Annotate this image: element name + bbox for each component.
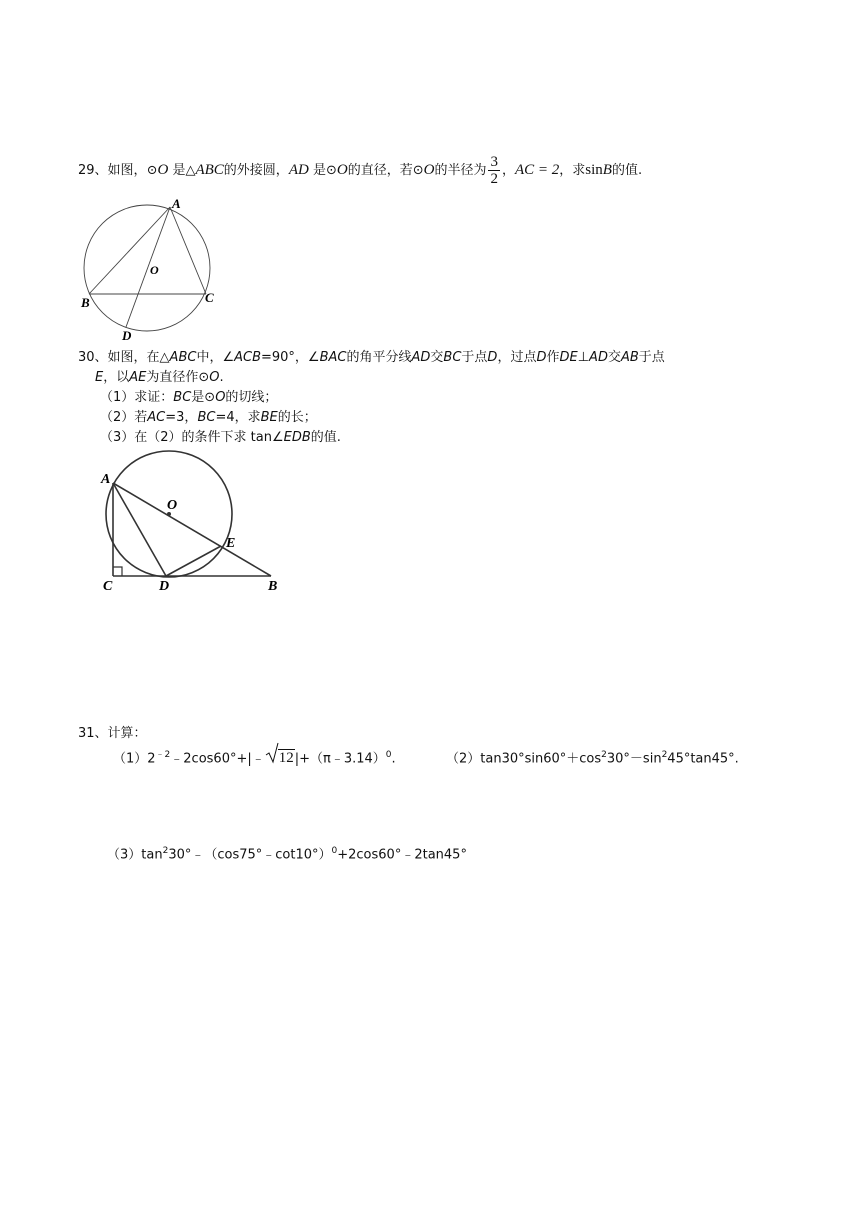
q29-label-b: B (81, 295, 90, 310)
q31-heading: 31、计算： (78, 726, 147, 741)
q29-label-d: D (122, 328, 132, 343)
q31-part2: $(2)\tan 30^\circ\sin 60^\circ+\cos^230^\circ-\sin^245^\circ\tan 45^\circ$. (446, 750, 739, 767)
q29-label-a: A (172, 196, 181, 211)
q29-label-c: C (205, 290, 214, 305)
q30-label-c: C (103, 579, 113, 594)
q30-label-e: E (226, 536, 236, 551)
circle-symbol: ⊙ (146, 162, 158, 177)
q30-label-b: B (268, 579, 278, 594)
q29-segment-ab (89, 207, 170, 294)
q30-label-a: A (101, 472, 111, 487)
q29-number: 29、 (78, 163, 108, 178)
q30-part1: （1）求证：BC是⊙O的切线； (100, 390, 278, 405)
q31-part1: $(1)2^{﹣2}﹣2\cos 60^\circ+|﹣$ 12|+（π﹣3.14）$^0$. (113, 741, 396, 769)
q30-label-o: O (167, 498, 178, 513)
q29-label-o: O (150, 263, 159, 277)
q31-part3: $(3)\tan^230^\circ﹣(\cos 75^\circ﹣\cot 10^\circ)^0+2\cos 60^\circ﹣2\tan 45^\circ$ (107, 846, 467, 863)
q30-figure (96, 450, 286, 595)
q29-figure (76, 196, 226, 346)
q30-statement-line1: 30、如图，在△ABC中，∠ACB=90°，∠BAC的角平分线AD交BC于点D，过点D作DE⊥AD交AB于点 (78, 350, 665, 365)
q30-part2: （2）若AC=3，BC=4，求BE的长； (100, 410, 317, 425)
q30-label-d: D (159, 579, 170, 594)
q29-statement: 29、如图，⊙O 是△ABC的外接圆，AD 是⊙O的直径，若⊙O的半径为 $\frac{3}{2}$ ，AC = 2，求sinB的值. (78, 154, 643, 187)
q30-part3: （3）在（2）的条件下求 tan∠EDB的值. (100, 430, 341, 445)
q30-segment-ad (113, 483, 166, 576)
q30-right-angle-mark (113, 567, 122, 576)
q30-number: 30、 (78, 350, 108, 365)
fraction-three-halves: $\frac{3}{2}$ (490, 154, 498, 187)
q30-statement-line2: E，以AE为直径作⊙O. (95, 370, 224, 385)
q29-circumcircle (84, 205, 210, 331)
sqrt-twelve: 12 (265, 744, 295, 772)
q29-diameter-ad (126, 207, 170, 327)
q31-number: 31、 (78, 726, 108, 741)
